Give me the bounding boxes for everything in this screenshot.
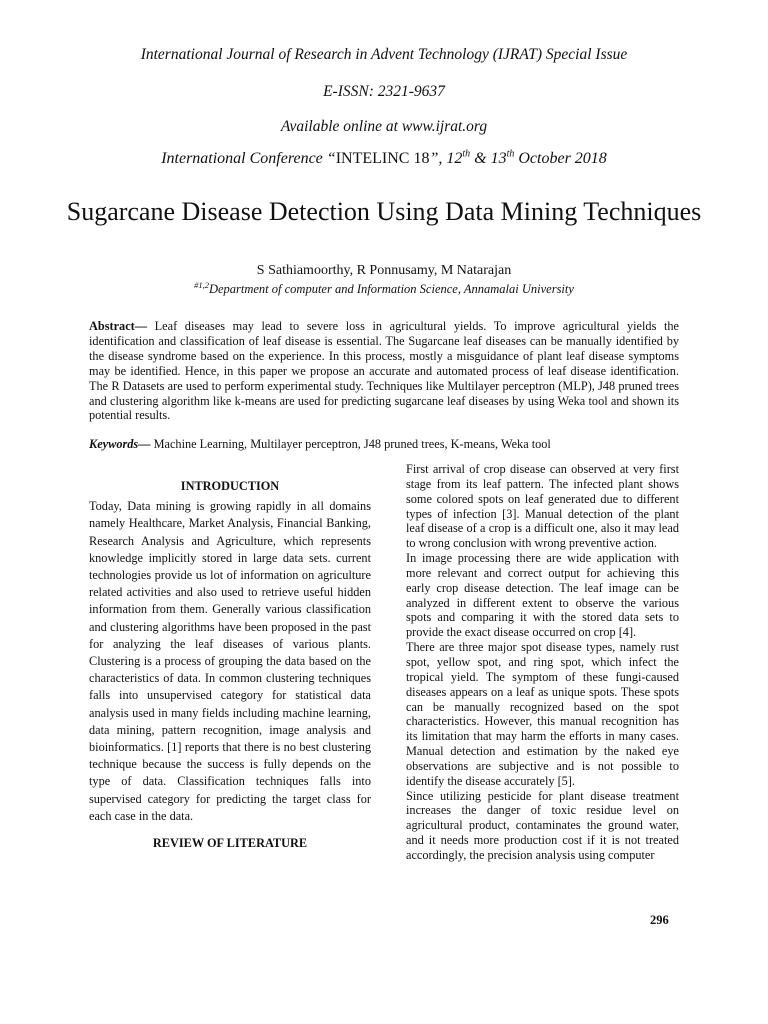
abstract-label: Abstract—	[89, 319, 148, 333]
body-paragraph: Since utilizing pesticide for plant disease treatment increases the danger of toxic residue level on agricultural product, contaminates the ground water, and it needs more production cost if it is not treated accordingly, the precision analysis using computer	[406, 788, 679, 862]
paper-title: Sugarcane Disease Detection Using Data Mining Techniques	[66, 197, 702, 226]
body-paragraph: In image processing there are wide application with more relevant and correct output for achieving this early crop disease detection. The leaf image can be analyzed in different extent to observe the various spots and comparing it with the stored data sets to provide the exact disease occurred on crop [4].	[406, 551, 679, 640]
body-paragraph: First arrival of crop disease can observed at very first stage from its leaf pattern. The infected plant shows some colored spots on leaf generated due to different types of infection [3]. Manual detection of the plant leaf disease of a crop is a difficult one, also it may lead to wrong conclusion with wrong preventive action.	[406, 462, 679, 551]
body-paragraph: There are three major spot disease types, namely rust spot, yellow spot, and ring spot, which infect the tropical yield. The symptom of these fungi-caused diseases appears on a leaf as unique spots. These spots can be manually recognized based on the spot characteristics. However, this manual recognition has its limitation that may harm the efforts in many cases. Manual detection and estimation by the naked eye observations are subjective and is not possible to identify the disease accurately [5].	[406, 640, 679, 788]
conference-date-day1: ”, 12	[429, 150, 463, 167]
conference-prefix: International Conference “	[161, 150, 336, 167]
abstract-block	[89, 319, 679, 423]
keywords-label: Keywords—	[89, 437, 151, 451]
affiliation-marker: #1,2	[194, 279, 209, 290]
date-ordinal-1: th	[462, 148, 471, 160]
journal-title: International Journal of Research in Advent Technology (IJRAT) Special Issue	[140, 46, 628, 63]
conference-date-month: October 2018	[514, 150, 607, 167]
affiliation-text: Department of computer and Information Science, Annamalai University	[208, 282, 574, 296]
issn-line: E-ISSN: 2321-9637	[323, 83, 445, 100]
abstract-text: Leaf diseases may lead to severe loss in agricultural yields. To improve agricultural yields the identification and classification of leaf disease is essential. The Sugarcane leaf diseases can be manually identified by the disease syndrome based on the experience. In this process, mostly a misguidance of plant leaf disease symptoms may be identified. Hence, in this paper we propose an accurate and automated process of leaf disease identification. The R Datasets are used to perform experimental study. Techniques like Multilayer perceptron (MLP), J48 pruned trees and clustering algorithm like k-means are used for predicting sugarcane leaf diseases by using Weka tool and shown its potential results.	[89, 319, 679, 423]
date-ordinal-2: th	[506, 148, 515, 160]
keywords-text: Machine Learning, Multilayer perceptron, J48 pruned trees, K-means, Weka tool	[150, 437, 551, 451]
author-affiliation	[0, 281, 768, 297]
conference-date-day2: & 13	[470, 150, 507, 167]
review-of-literature-heading: REVIEW OF LITERATURE	[152, 836, 308, 851]
introduction-paragraph: Today, Data mining is growing rapidly in all domains namely Healthcare, Market Analysis, Financial Banking, Research Analysis and Agriculture, which represents knowledge implicitly stored in large data sets. current technologies provide us lot of information on agriculture related activities and also used to retrieve useful hidden information from them. Generally various classification and clustering algorithms have been proposed in the past for analyzing the leaf diseases of various plants. Clustering is a process of grouping the data based on the characteristics of data. In common clustering techniques falls into unsupervised category for statistical data analysis used in many fields including machine learning, data mining, pattern recognition, image analysis and bioinformatics. [1] reports that there is no best clustering technique because the success is fully depends on the type of data. Classification techniques falls into supervised category for predicting the target class for each case in the data.	[89, 499, 371, 823]
page-number: 296	[650, 913, 669, 927]
conference-line	[0, 150, 768, 168]
paper-authors: S Sathiamoorthy, R Ponnusamy, M Natarajan	[256, 263, 512, 278]
introduction-heading: INTRODUCTION	[180, 479, 280, 493]
right-column	[406, 462, 679, 863]
keywords-block	[89, 437, 679, 452]
left-column	[89, 478, 371, 855]
conference-name: INTELINC 18	[335, 150, 430, 167]
online-availability-line: Available online at www.ijrat.org	[280, 118, 488, 135]
